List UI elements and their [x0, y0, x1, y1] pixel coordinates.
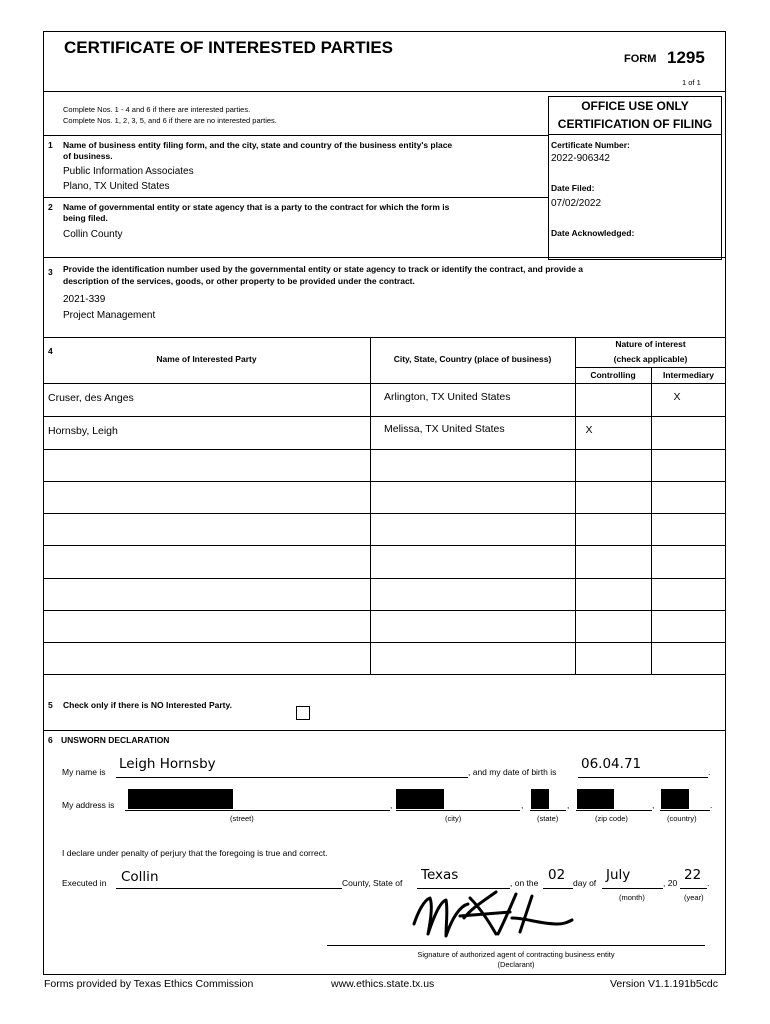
my-address-label: My address is: [62, 800, 115, 810]
executed-day[interactable]: 02: [548, 867, 566, 883]
city-underline: [396, 810, 520, 811]
county-underline: [116, 888, 342, 889]
footer-commission: Forms provided by Texas Ethics Commission: [44, 978, 254, 990]
address-comma: ,: [652, 800, 655, 810]
zip-underline: [576, 810, 652, 811]
year-caption: (year): [684, 893, 704, 902]
nature-of-interest-header: Nature of interest: [615, 339, 686, 349]
dob-underline: [578, 777, 708, 778]
party-name: Hornsby, Leigh: [48, 425, 118, 437]
date-filed-value: 07/02/2022: [551, 198, 602, 209]
section5-divider: [43, 730, 726, 731]
section6-number: 6: [48, 735, 53, 745]
name-underline: [116, 777, 468, 778]
form-border-right-lower: [725, 730, 726, 975]
form-border-left: [43, 31, 44, 731]
form-border-left-lower: [43, 730, 44, 975]
instruction-line-1: Complete Nos. 1 - 4 and 6 if there are interested parties.: [63, 105, 251, 114]
row-divider: [43, 416, 726, 417]
check-applicable-header: (check applicable): [613, 354, 688, 364]
row-divider: [43, 578, 726, 579]
year-underline: [680, 888, 707, 889]
section2-label-1: Name of governmental entity or state agency that is a party to the contract for which the form is: [63, 202, 450, 212]
zip-caption: (zip code): [595, 814, 628, 823]
state-underline: [530, 810, 566, 811]
form-title: CERTIFICATE OF INTERESTED PARTIES: [64, 38, 393, 57]
instruction-line-2: Complete Nos. 1, 2, 3, 5, and 6 if there are no interested parties.: [63, 116, 277, 125]
footer-website[interactable]: www.ethics.state.tx.us: [331, 978, 435, 990]
form-border-top: [43, 31, 726, 32]
executed-state[interactable]: Texas: [421, 867, 459, 883]
section2-number: 2: [48, 202, 53, 212]
governmental-entity-name: Collin County: [63, 229, 123, 240]
office-use-divider: [548, 134, 722, 135]
party-name: Cruser, des Anges: [48, 392, 134, 404]
address-comma: ,: [390, 800, 393, 810]
column-header-city: City, State, Country (place of business): [393, 354, 552, 364]
unsworn-declaration-title: UNSWORN DECLARATION: [61, 735, 170, 745]
certificate-number-label: Certificate Number:: [551, 140, 630, 150]
office-use-title: OFFICE USE ONLY: [581, 99, 689, 113]
date-acknowledged-label: Date Acknowledged:: [551, 228, 635, 238]
section3-label-1: Provide the identification number used by the governmental entity or state agency to track or identify the contract, and provide a: [63, 264, 584, 274]
table-bottom-border: [43, 674, 726, 675]
business-entity-name: Public Information Associates: [63, 166, 194, 177]
executed-year[interactable]: 22: [684, 867, 702, 883]
date-filed-label: Date Filed:: [551, 183, 595, 193]
redacted-street: [128, 789, 233, 809]
column-header-name: Name of Interested Party: [156, 354, 257, 364]
street-underline: [125, 810, 390, 811]
redacted-state: [531, 789, 549, 809]
form-number: 1295: [667, 48, 705, 67]
day-of-label: day of: [573, 878, 597, 888]
table-col-divider-1: [370, 337, 371, 674]
section1-number: 1: [48, 140, 53, 150]
date-of-birth[interactable]: 06.04.71: [581, 756, 642, 772]
section2-divider: [43, 257, 726, 258]
redacted-city: [396, 789, 444, 809]
section1-divider: [43, 197, 548, 198]
column-header-intermediary: Intermediary: [662, 370, 715, 380]
no-interested-party-checkbox[interactable]: [296, 706, 310, 720]
party-location: Arlington, TX United States: [384, 391, 511, 403]
section5-number: 5: [48, 700, 53, 710]
redacted-country: [661, 789, 689, 809]
address-period: .: [710, 800, 713, 810]
country-caption: (country): [667, 814, 697, 823]
declarant-name[interactable]: Leigh Hornsby: [119, 756, 216, 772]
certificate-number-value: 2022-906342: [551, 153, 610, 164]
section1-label-1: Name of business entity filing form, and the city, state and country of the business entity's place: [63, 140, 453, 150]
form-border-right: [725, 31, 726, 731]
row-divider: [43, 545, 726, 546]
form-label: FORM: [624, 53, 657, 65]
address-comma: ,: [521, 800, 524, 810]
form-border-bottom: [43, 974, 726, 975]
row-divider: [43, 449, 726, 450]
dob-period: .: [708, 767, 711, 777]
footer-version: Version V1.1.191b5cdc: [610, 978, 718, 990]
party-location: Melissa, TX United States: [384, 423, 505, 435]
year-period: .: [707, 878, 710, 888]
page-count: 1 of 1: [682, 78, 701, 87]
signature-line: [327, 945, 705, 946]
row-divider: [43, 642, 726, 643]
section4-number: 4: [48, 346, 53, 356]
contract-id: 2021-339: [63, 294, 106, 305]
controlling-mark: X: [585, 424, 593, 436]
address-comma: ,: [567, 800, 570, 810]
row-divider: [43, 481, 726, 482]
section2-label-2: being filed.: [63, 213, 108, 223]
country-underline: [660, 810, 710, 811]
county-state-label: County, State of: [342, 878, 403, 888]
executed-county[interactable]: Collin: [121, 869, 159, 885]
header-divider: [43, 91, 726, 92]
column-header-controlling: Controlling: [590, 370, 636, 380]
year-prefix: , 20: [663, 878, 678, 888]
table-header-divider: [43, 383, 726, 384]
signature-caption: Signature of authorized agent of contracting business entity: [417, 950, 615, 959]
business-entity-location: Plano, TX United States: [63, 181, 170, 192]
section3-number: 3: [48, 267, 53, 277]
table-col-divider-3: [651, 367, 652, 674]
month-underline: [602, 888, 663, 889]
perjury-declaration: I declare under penalty of perjury that the foregoing is true and correct.: [62, 848, 328, 858]
city-caption: (city): [445, 814, 462, 823]
street-caption: (street): [230, 814, 254, 823]
certification-title: CERTIFICATION OF FILING: [557, 117, 713, 131]
contract-description: Project Management: [63, 310, 156, 321]
state-caption: (state): [537, 814, 559, 823]
declarant-signature: [400, 884, 600, 944]
row-divider: [43, 610, 726, 611]
redacted-zip: [577, 789, 614, 809]
executed-in-label: Executed in: [62, 878, 107, 888]
declarant-caption: (Declarant): [497, 960, 535, 969]
dob-label: , and my date of birth is: [468, 767, 557, 777]
no-interested-party-label: Check only if there is NO Interested Party.: [63, 700, 232, 710]
section3-label-2: description of the services, goods, or other property to be provided under the contract.: [63, 276, 415, 286]
row-divider: [43, 513, 726, 514]
table-col-divider-2: [575, 337, 576, 674]
on-the-label: , on the: [510, 878, 539, 888]
intermediary-mark: X: [673, 391, 681, 403]
section3-divider: [43, 337, 726, 338]
section1-label-2: of business.: [63, 151, 113, 161]
my-name-label: My name is: [62, 767, 106, 777]
instructions-divider: [43, 135, 548, 136]
month-caption: (month): [619, 893, 645, 902]
executed-month[interactable]: July: [606, 867, 631, 883]
